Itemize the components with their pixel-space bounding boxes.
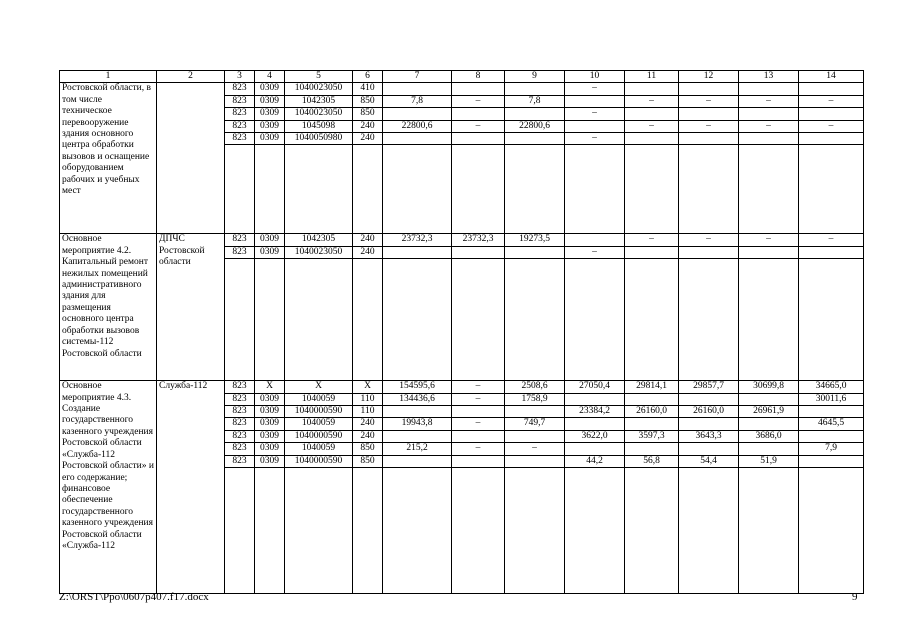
table-cell: 134436,6 [383,393,452,405]
table-cell [799,108,864,120]
table-cell: 0309 [255,246,285,258]
table-cell [285,259,353,381]
table-cell: 0309 [255,430,285,442]
table-cell: 4645,5 [799,418,864,430]
table-cell: 410 [353,83,383,95]
column-number: 14 [799,71,864,83]
table-cell [565,468,625,594]
table-cell [625,393,679,405]
table-cell [799,145,864,234]
table-cell [565,393,625,405]
table-cell [565,259,625,381]
table-cell [739,145,799,234]
table-cell: – [799,120,864,132]
table-cell [679,108,739,120]
table-cell: 823 [225,393,255,405]
table-cell [383,468,452,594]
table-cell [799,455,864,467]
table-cell: 0309 [255,406,285,418]
table-cell [505,430,565,442]
table-row [60,83,864,95]
table-cell: – [679,120,739,132]
table-cell [452,406,505,418]
table-cell: – [679,234,739,246]
column-number: 4 [255,71,285,83]
table-cell [505,455,565,467]
table-cell: 850 [353,443,383,455]
table-cell [739,246,799,258]
column-number: 12 [679,71,739,83]
footer-file-path: Z:\ORST\Ppo\0607p407.f17.docx [59,591,209,603]
table-cell: 240 [353,430,383,442]
column-number: 8 [452,71,505,83]
table-cell: 1040059 [285,393,353,405]
table-cell [625,468,679,594]
table-cell: 154595,6 [383,381,452,393]
table-cell [799,259,864,381]
table-cell: 240 [353,120,383,132]
measure-name: Основное мероприятие 4.3. Создание государственного казенного учреждения Ростовской области «Служба-112 Ростовской области» и его содержание; финансовое обеспечение государственного казенного учреждения Ростовской области «Служба-112 [60,381,157,594]
table-cell: 1040023050 [285,83,353,95]
table-cell: – [505,443,565,455]
table-cell: X [285,381,353,393]
budget-table [59,70,864,594]
table-cell: 26160,0 [679,406,739,418]
table-cell: 2508,6 [505,381,565,393]
table-cell [739,393,799,405]
table-row [60,234,864,246]
table-cell [679,246,739,258]
table-cell [383,145,452,234]
table-cell: 0309 [255,234,285,246]
measure-name: Ростовской области, в том числе техническое перевооружение здания основного центра обработки вызовов и оснащение оборудованием рабочих и учебных мест [60,83,157,234]
table-cell: – [452,418,505,430]
table-cell: 27050,4 [565,381,625,393]
table-cell: 3597,3 [625,430,679,442]
table-cell: 850 [353,455,383,467]
column-number: 11 [625,71,679,83]
table-cell [255,145,285,234]
table-cell [353,259,383,381]
table-cell [505,246,565,258]
table-cell [799,246,864,258]
table-cell [679,145,739,234]
column-number: 13 [739,71,799,83]
table-cell [799,133,864,145]
table-cell: – [565,246,625,258]
table-cell: 0309 [255,393,285,405]
table-cell: 823 [225,95,255,107]
executor [157,83,225,234]
table-cell [739,259,799,381]
table-cell [383,455,452,467]
table-cell: 0309 [255,120,285,132]
table-cell: 215,2 [383,443,452,455]
table-cell: 3643,3 [679,430,739,442]
table-cell [679,83,739,95]
table-cell [799,430,864,442]
table-cell: 7,8 [505,95,565,107]
table-cell: – [565,108,625,120]
table-cell [505,468,565,594]
table-cell: 29857,7 [679,381,739,393]
table-cell [625,259,679,381]
table-cell [383,108,452,120]
table-cell: 26961,9 [739,406,799,418]
table-cell [679,468,739,594]
column-number: 2 [157,71,225,83]
table-cell [452,133,505,145]
table-cell: 51,9 [739,455,799,467]
table-cell [505,133,565,145]
table-cell: – [452,443,505,455]
table-cell: 23732,3 [383,234,452,246]
table-cell: 823 [225,443,255,455]
table-cell: 1040000590 [285,455,353,467]
table-cell: X [353,381,383,393]
table-cell: 22800,6 [383,120,452,132]
table-cell: 30011,6 [799,393,864,405]
table-cell: 23384,2 [565,406,625,418]
table-cell [383,430,452,442]
table-cell: 110 [353,406,383,418]
table-cell [225,468,255,594]
table-cell [505,83,565,95]
table-cell [565,234,625,246]
table-cell: 22800,6 [505,120,565,132]
table-cell [383,406,452,418]
column-number: 6 [353,71,383,83]
table-cell [505,108,565,120]
table-cell: X [255,381,285,393]
table-cell: – [452,393,505,405]
column-number: 9 [505,71,565,83]
table-cell: 1040023050 [285,108,353,120]
table-cell: – [739,95,799,107]
table-cell: – [565,133,625,145]
table-cell [353,145,383,234]
table-cell: 23732,3 [452,234,505,246]
executor: ДПЧС Ростовской области [157,234,225,381]
table-cell: 823 [225,108,255,120]
table-cell: 823 [225,120,255,132]
column-number: 3 [225,71,255,83]
table-cell [452,259,505,381]
table-cell: 44,2 [565,455,625,467]
table-cell [739,83,799,95]
table-cell: 110 [353,393,383,405]
table-cell: 1042305 [285,234,353,246]
table-cell [452,108,505,120]
column-number: 10 [565,71,625,83]
table-cell [285,468,353,594]
table-cell: 1040000590 [285,430,353,442]
table-cell [383,83,452,95]
table-cell [383,259,452,381]
table-cell [505,259,565,381]
table-cell: 823 [225,430,255,442]
table-cell [452,455,505,467]
table-cell [739,418,799,430]
measure-name: Основное мероприятие 4.2. Капитальный ремонт нежилых помещений административного здания для размещения основного центра обработки вызовов системы-112 Ростовской области [60,234,157,381]
table-cell: 0309 [255,95,285,107]
table-cell [452,83,505,95]
table-cell: – [625,120,679,132]
table-cell: 26160,0 [625,406,679,418]
table-cell: – [565,83,625,95]
table-cell: – [739,234,799,246]
table-cell: 1040023050 [285,246,353,258]
table-cell: 34665,0 [799,381,864,393]
table-cell: – [452,120,505,132]
table-cell [452,430,505,442]
table-cell: 3686,0 [739,430,799,442]
table-cell: – [739,120,799,132]
table-cell: – [625,95,679,107]
executor: Служба-112 [157,381,225,594]
table-cell: 749,7 [505,418,565,430]
table-cell: 1045098 [285,120,353,132]
table-cell [565,418,625,430]
table-cell: 0309 [255,418,285,430]
table-row [60,381,864,393]
table-cell: 823 [225,418,255,430]
table-cell: 30699,8 [739,381,799,393]
table-cell [799,406,864,418]
table-cell: – [625,234,679,246]
table-cell: 823 [225,133,255,145]
table-cell: 823 [225,83,255,95]
table-cell [739,108,799,120]
table-cell: 7,8 [383,95,452,107]
table-cell: 0309 [255,108,285,120]
table-cell [285,145,353,234]
table-cell: 54,4 [679,455,739,467]
table-cell [739,133,799,145]
table-cell: 1758,9 [505,393,565,405]
table-cell: 0309 [255,133,285,145]
table-cell [452,246,505,258]
table-cell: 0309 [255,443,285,455]
table-cell: 3622,0 [565,430,625,442]
table-cell [799,83,864,95]
table-cell: 0309 [255,83,285,95]
table-cell [625,418,679,430]
table-cell: – [799,234,864,246]
table-cell [565,443,625,455]
table-cell [679,443,739,455]
table-cell [225,145,255,234]
table-cell: 240 [353,246,383,258]
table-cell: 823 [225,455,255,467]
table-cell [625,246,679,258]
column-number: 1 [60,71,157,83]
table-cell: 29814,1 [625,381,679,393]
table-cell: – [799,95,864,107]
table-cell: 1042305 [285,95,353,107]
table-cell [739,468,799,594]
table-cell [505,145,565,234]
table-cell [383,133,452,145]
table-cell: 240 [353,133,383,145]
table-cell [565,95,625,107]
table-cell [383,246,452,258]
table-cell [255,259,285,381]
table-cell [505,406,565,418]
table-cell [225,259,255,381]
table-cell [679,259,739,381]
table-cell: 850 [353,95,383,107]
table-cell [679,133,739,145]
table-cell: 19943,8 [383,418,452,430]
table-cell: 240 [353,418,383,430]
table-cell [625,133,679,145]
table-cell [625,443,679,455]
table-cell: 0309 [255,455,285,467]
table-cell: 850 [353,108,383,120]
table-cell: 1040059 [285,418,353,430]
table-cell [565,120,625,132]
table-cell: – [452,381,505,393]
table-cell: 1040050980 [285,133,353,145]
table-cell [452,145,505,234]
table-cell [679,418,739,430]
table-cell: 19273,5 [505,234,565,246]
table-cell [739,443,799,455]
table-cell [625,83,679,95]
page-number: 9 [852,591,858,603]
table-cell [679,393,739,405]
table-cell [565,145,625,234]
table-cell [452,468,505,594]
table-cell [799,468,864,594]
table-cell: – [679,95,739,107]
table-cell: 7,9 [799,443,864,455]
table-cell: 1040000590 [285,406,353,418]
table-cell: 1040059 [285,443,353,455]
table-cell: 240 [353,234,383,246]
column-number-row [60,71,864,83]
table-cell [625,145,679,234]
table-cell [255,468,285,594]
table-cell: – [452,95,505,107]
table-cell: 823 [225,406,255,418]
column-number: 7 [383,71,452,83]
table-cell: 56,8 [625,455,679,467]
table-cell: 823 [225,381,255,393]
table-cell [625,108,679,120]
table-cell: 823 [225,234,255,246]
table-cell: 823 [225,246,255,258]
table-cell [353,468,383,594]
column-number: 5 [285,71,353,83]
